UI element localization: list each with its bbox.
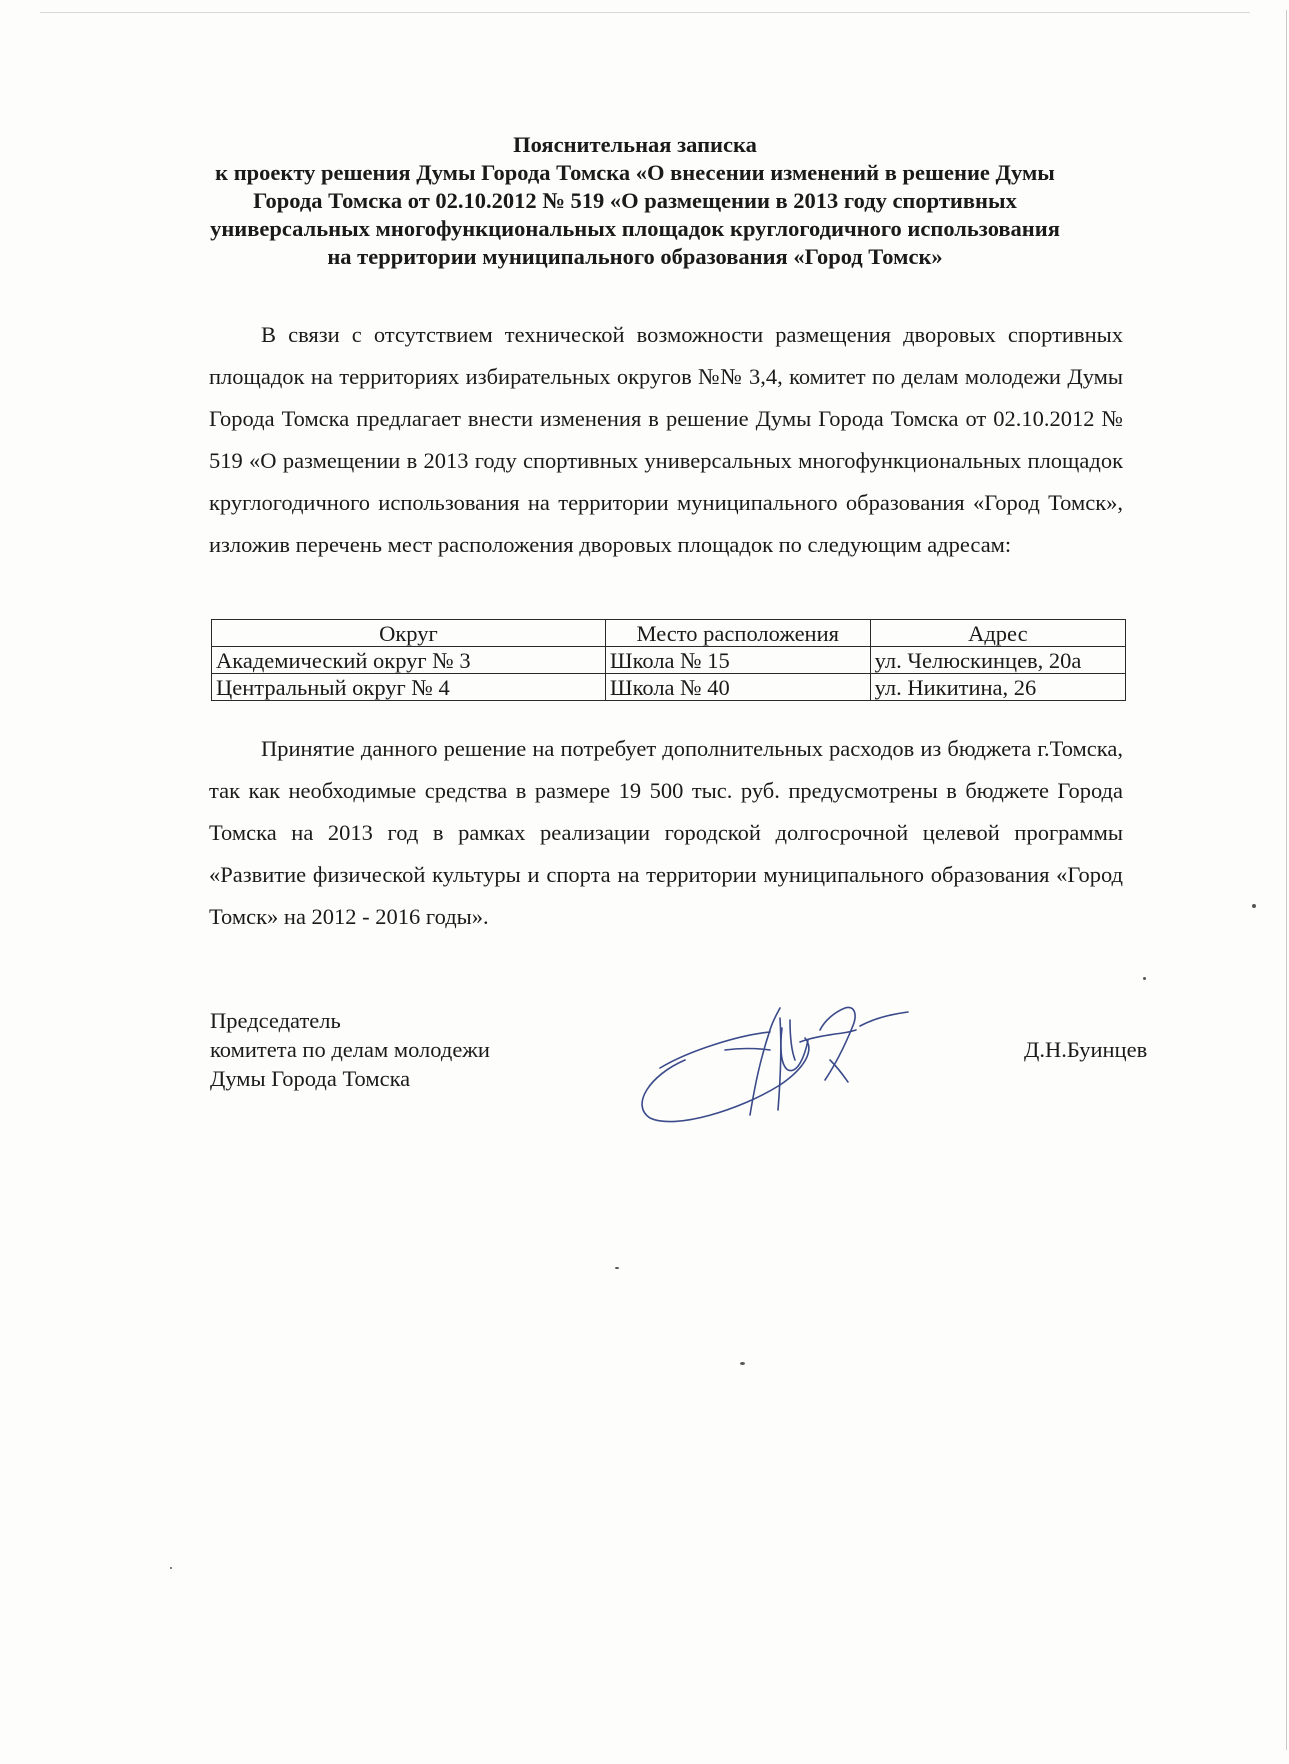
cell-location: Школа № 15 [605,647,870,674]
cell-district: Академический округ № 3 [212,647,606,674]
scan-speck [740,1362,745,1365]
title-line-4: универсальных многофункциональных площадок круглогодичного использования [210,216,1060,241]
paragraph-1-text: В связи с отсутствием технической возможности размещения дворовых спортивных площадок на территориях избирательных округов №№ 3,4, комитет по делам молодежи Думы Города Томска предлагает внести изменения в решение Думы Города Томска от 02.10.2012 № 519 «О размещении в 2013 году спортивных универсальных многофункциональных площадок круглогодичного использования на территории муниципального образования «Город Томск», изложив перечень мест расположения дворовых площадок по следующим адресам: [209,322,1123,557]
header-address: Адрес [870,620,1125,647]
scan-edge-right [1286,10,1287,1750]
body-paragraph-2 [209,728,1123,938]
body-paragraph-1 [209,314,1123,566]
cell-district: Центральный округ № 4 [212,674,606,701]
signatory-line-1: Председатель [210,1008,341,1033]
signatory-name: Д.Н.Буинцев [1024,1037,1148,1062]
table-row [212,647,1126,674]
scan-speck [1143,977,1146,980]
scan-speck [1252,904,1256,908]
cell-location: Школа № 40 [605,674,870,701]
title-line-1: Пояснительная записка [513,132,757,157]
signatory-position [210,1006,490,1093]
locations-table [211,619,1126,701]
table-row [212,674,1126,701]
title-line-3: Города Томска от 02.10.2012 № 519 «О размещении в 2013 году спортивных [253,188,1017,213]
handwritten-signature [630,990,970,1140]
signatory-line-3: Думы Города Томска [210,1066,411,1091]
title-line-2: к проекту решения Думы Города Томска «О внесении изменений в решение Думы [215,160,1055,185]
paragraph-2-text: Принятие данного решение на потребует дополнительных расходов из бюджета г.Томска, так как необходимые средства в размере 19 500 тыс. руб. предусмотрены в бюджете Города Томска на 2013 год в рамках реализации городской долгосрочной целевой программы «Развитие физической культуры и спорта на территории муниципального образования «Город Томск» на 2012 - 2016 годы». [209,736,1123,929]
signatory-line-2: комитета по делам молодежи [210,1037,490,1062]
cell-address: ул. Никитина, 26 [870,674,1125,701]
header-location: Место расположения [605,620,870,647]
table-header-row [212,620,1126,647]
cell-address: ул. Челюскинцев, 20а [870,647,1125,674]
scan-edge-top [40,12,1250,13]
document-title [170,131,1100,271]
header-district: Округ [212,620,606,647]
scan-speck [170,1567,172,1569]
title-line-5: на территории муниципального образования «Город Томск» [327,244,943,269]
scan-speck [615,1267,619,1269]
